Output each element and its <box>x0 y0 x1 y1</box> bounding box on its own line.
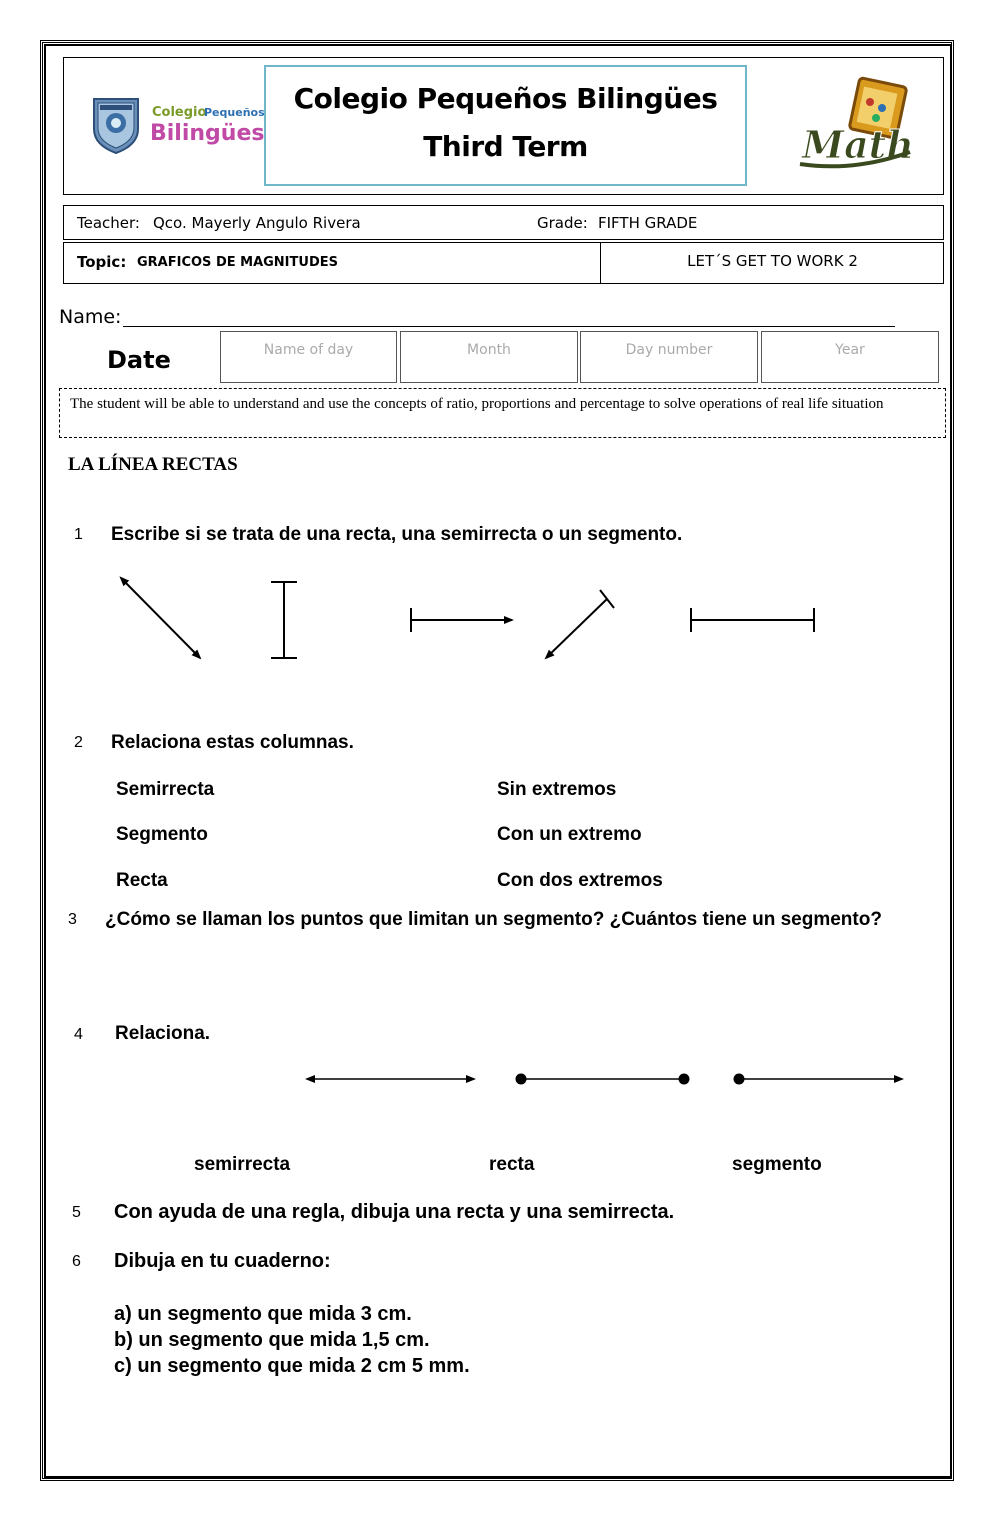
grade-value: FIFTH GRADE <box>598 214 698 232</box>
date-year-field[interactable]: Year <box>761 331 939 383</box>
q2-text: Relaciona estas columnas. <box>111 732 354 753</box>
q1-figure-line-diagonal <box>125 582 200 658</box>
q4-figure-segment <box>516 1074 690 1085</box>
q4-figures <box>300 1064 920 1096</box>
title-box <box>264 65 747 186</box>
q6-text: Dibuja en tu cuaderno: <box>114 1250 331 1272</box>
q1-figure-ray-diagonal <box>546 590 614 658</box>
q1-text: Escribe si se trata de una recta, una semirrecta o un segmento. <box>111 524 683 545</box>
school-title: Colegio Pequeños Bilingües <box>293 82 718 115</box>
school-crest-logo <box>90 95 142 155</box>
name-label: Name: <box>59 306 122 328</box>
q2-right-item: Con un extremo <box>497 824 642 845</box>
q4-number: 4 <box>74 1026 83 1043</box>
q6-item: b) un segmento que mida 1,5 cm. <box>114 1329 430 1351</box>
q4-figure-ray <box>734 1074 903 1085</box>
q4-label: semirrecta <box>194 1154 291 1175</box>
term-title: Third Term <box>423 130 588 163</box>
q2-right-item: Sin extremos <box>497 779 617 800</box>
q6-item: a) un segmento que mida 3 cm. <box>114 1303 412 1325</box>
school-name-logo <box>148 100 265 150</box>
q4-text: Relaciona. <box>115 1023 211 1044</box>
q6-item: c) un segmento que mida 2 cm 5 mm. <box>114 1355 470 1377</box>
q1-figures <box>100 570 840 670</box>
date-month-field[interactable]: Month <box>400 331 578 383</box>
q2-left-item: Segmento <box>116 824 208 845</box>
q1-figure-segment-horizontal <box>691 608 814 632</box>
q1-number: 1 <box>74 526 83 543</box>
q1-figure-ray-horizontal <box>411 608 512 632</box>
math-logo <box>794 72 920 178</box>
svg-text:Math: Math <box>802 122 914 167</box>
section-title: LA LÍNEA RECTAS <box>68 454 238 475</box>
topic-value: GRAFICOS DE MAGNITUDES <box>137 255 338 270</box>
work-label: LET´S GET TO WORK 2 <box>687 252 858 270</box>
grade-label: Grade: <box>537 214 588 232</box>
teacher-label: Teacher: <box>77 214 140 232</box>
q3-number: 3 <box>68 911 77 928</box>
objective-text: The student will be able to understand and use the concepts of ratio, proportions and percentage to solve operations of real life situation <box>59 388 946 438</box>
q6-number: 6 <box>72 1253 81 1270</box>
q4-label: recta <box>489 1154 535 1175</box>
svg-text:Bilingües: Bilingües <box>150 121 265 146</box>
q1-figure-segment-vertical <box>271 582 297 658</box>
q2-left-item: Recta <box>116 870 168 891</box>
q2-left-item: Semirrecta <box>116 779 215 800</box>
q3-text: ¿Cómo se llaman los puntos que limitan un segmento? ¿Cuántos tiene un segmento? <box>105 909 882 930</box>
q2-number: 2 <box>74 734 83 751</box>
date-day-name-field[interactable]: Name of day <box>220 331 397 383</box>
q4-label: segmento <box>732 1154 822 1175</box>
date-label: Date <box>107 346 171 374</box>
name-input-line[interactable] <box>123 325 895 327</box>
topic-label: Topic: <box>77 253 127 271</box>
date-day-number-field[interactable]: Day number <box>580 331 758 383</box>
q5-text: Con ayuda de una regla, dibuja una recta y una semirrecta. <box>114 1201 675 1223</box>
svg-text:Pequeños: Pequeños <box>204 106 265 119</box>
svg-text:Colegio: Colegio <box>152 105 207 120</box>
q2-right-item: Con dos extremos <box>497 870 663 891</box>
teacher-value: Qco. Mayerly Angulo Rivera <box>153 214 361 232</box>
q5-number: 5 <box>72 1204 81 1221</box>
